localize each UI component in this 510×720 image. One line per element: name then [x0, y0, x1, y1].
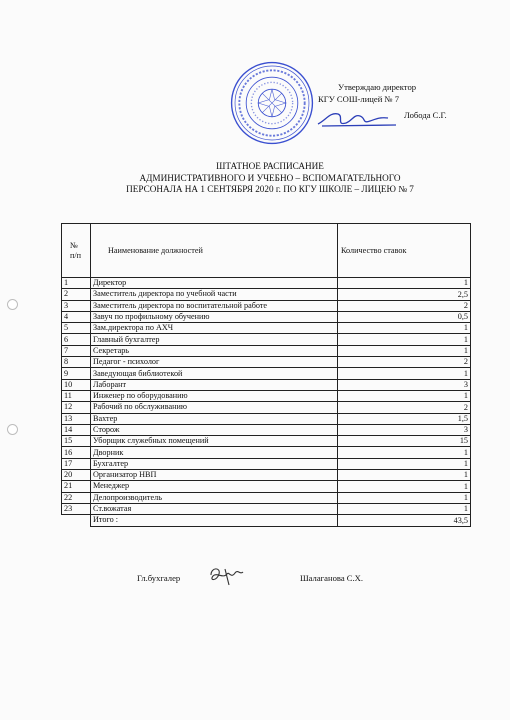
row-rate: 3 — [338, 424, 471, 435]
row-position: Делопроизводитель — [91, 492, 338, 503]
row-position: Рабочий по обслуживанию — [91, 402, 338, 413]
row-num: 10 — [62, 379, 91, 390]
row-rate: 3 — [338, 379, 471, 390]
row-position: Инженер по оборудованию — [91, 390, 338, 401]
row-num: 2 — [62, 289, 91, 300]
row-rate: 1 — [338, 368, 471, 379]
row-position: Вахтер — [91, 413, 338, 424]
row-position: Ст.вожатая — [91, 503, 338, 514]
row-position: Заместитель директора по воспитательной работе — [91, 300, 338, 311]
official-seal-icon — [229, 60, 315, 146]
total-row — [62, 515, 471, 526]
footer-name: Шалаганова С.Х. — [300, 573, 364, 583]
table-row — [62, 379, 471, 390]
row-rate: 1,5 — [338, 413, 471, 424]
table-row — [62, 300, 471, 311]
row-rate: 1 — [338, 390, 471, 401]
table-row — [62, 345, 471, 356]
row-position: Зам.директора по АХЧ — [91, 323, 338, 334]
table-row — [62, 447, 471, 458]
row-rate: 1 — [338, 334, 471, 345]
row-rate: 2 — [338, 300, 471, 311]
row-rate: 1 — [338, 503, 471, 514]
approval-line: Утверждаю директор — [338, 82, 417, 92]
row-rate: 1 — [338, 447, 471, 458]
table-row — [62, 436, 471, 447]
row-position: Завуч по профильному обучению — [91, 311, 338, 322]
row-rate: 1 — [338, 323, 471, 334]
row-rate: 15 — [338, 436, 471, 447]
table-row — [62, 503, 471, 514]
approval-name: Лобода С.Г. — [404, 110, 447, 121]
row-num: 7 — [62, 345, 91, 356]
title-line: ШТАТНОЕ РАСПИСАНИЕ — [216, 161, 324, 171]
row-num: 11 — [62, 390, 91, 401]
row-rate: 1 — [338, 345, 471, 356]
row-num: 4 — [62, 311, 91, 322]
row-position: Заведующая библиотекой — [91, 368, 338, 379]
row-rate: 0,5 — [338, 311, 471, 322]
row-num: 16 — [62, 447, 91, 458]
row-num: 1 — [62, 278, 91, 289]
row-position: Лаборант — [91, 379, 338, 390]
total-blank-cell — [62, 515, 91, 526]
table-row — [62, 334, 471, 345]
punch-hole — [7, 424, 18, 435]
footer-role: Гл.бухгалер — [137, 573, 181, 583]
table-row — [62, 311, 471, 322]
total-value: 43,5 — [338, 515, 471, 526]
row-rate: 2,5 — [338, 289, 471, 300]
table-row — [62, 289, 471, 300]
row-rate: 2 — [338, 357, 471, 368]
row-num: 3 — [62, 300, 91, 311]
row-position: Организатор НВП — [91, 470, 338, 481]
row-rate: 1 — [338, 481, 471, 492]
header-num: № п/п — [62, 224, 91, 278]
title-line: ПЕРСОНАЛА НА 1 СЕНТЯБРЯ 2020 г. ПО КГУ ШКОЛЕ – ЛИЦЕЮ № 7 — [126, 184, 414, 194]
punch-hole — [7, 299, 18, 310]
row-position: Уборщик служебных помещений — [91, 436, 338, 447]
table-row — [62, 357, 471, 368]
table-row — [62, 413, 471, 424]
table-row — [62, 492, 471, 503]
row-num: 20 — [62, 470, 91, 481]
row-rate: 1 — [338, 492, 471, 503]
table-row — [62, 368, 471, 379]
row-position: Менеджер — [91, 481, 338, 492]
staff-table — [61, 223, 471, 527]
row-num: 22 — [62, 492, 91, 503]
row-position: Сторож — [91, 424, 338, 435]
row-position: Бухгалтер — [91, 458, 338, 469]
row-num: 12 — [62, 402, 91, 413]
accountant-signature — [205, 563, 251, 589]
row-rate: 1 — [338, 278, 471, 289]
row-num: 15 — [62, 436, 91, 447]
row-num: 21 — [62, 481, 91, 492]
header-position: Наименование должностей — [91, 224, 338, 278]
row-position: Секретарь — [91, 345, 338, 356]
row-rate: 1 — [338, 458, 471, 469]
table-row — [62, 278, 471, 289]
row-position: Главный бухгалтер — [91, 334, 338, 345]
row-num: 8 — [62, 357, 91, 368]
row-num: 14 — [62, 424, 91, 435]
table-row — [62, 470, 471, 481]
row-num: 5 — [62, 323, 91, 334]
table-row — [62, 458, 471, 469]
total-label: Итого : — [91, 515, 338, 526]
table-row — [62, 390, 471, 401]
row-num: 9 — [62, 368, 91, 379]
row-num: 6 — [62, 334, 91, 345]
director-signature — [316, 104, 400, 130]
row-position: Заместитель директора по учебной части — [91, 289, 338, 300]
document-title — [40, 161, 500, 196]
row-rate: 1 — [338, 470, 471, 481]
table-row — [62, 323, 471, 334]
header-rate: Количество ставок — [338, 224, 471, 278]
row-rate: 2 — [338, 402, 471, 413]
row-position: Педагог - психолог — [91, 357, 338, 368]
row-num: 13 — [62, 413, 91, 424]
table-row — [62, 424, 471, 435]
row-num: 17 — [62, 458, 91, 469]
row-num: 23 — [62, 503, 91, 514]
approval-line: КГУ СОШ-лицей № 7 — [318, 93, 400, 104]
table-header-row — [62, 224, 471, 278]
table-row — [62, 481, 471, 492]
row-position: Дворник — [91, 447, 338, 458]
row-position: Директор — [91, 278, 338, 289]
title-line: АДМИНИСТРАТИВНОГО И УЧЕБНО – ВСПОМАГАТЕЛЬНОГО — [139, 172, 401, 183]
table-row — [62, 402, 471, 413]
